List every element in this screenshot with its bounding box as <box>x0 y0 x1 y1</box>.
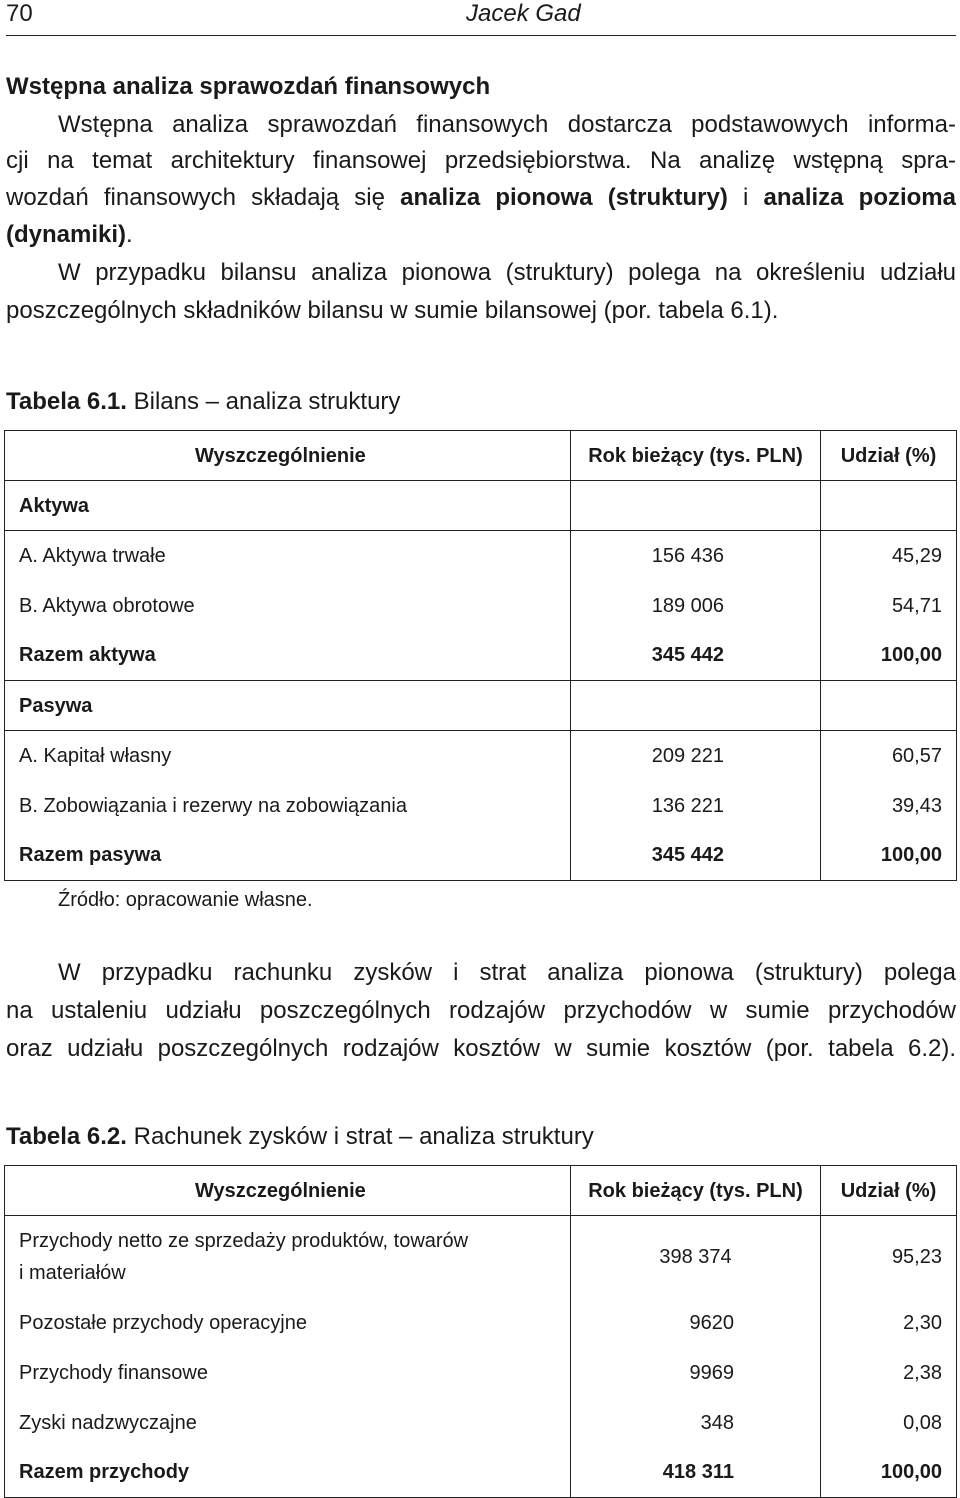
cell-value: 398 374 <box>571 1216 821 1298</box>
cell-share: 0,08 <box>821 1398 957 1448</box>
header-rule <box>6 35 956 36</box>
paragraph-1-line-3 <box>6 181 956 215</box>
column-header-item: Wyszczególnienie <box>5 431 571 481</box>
table-row <box>5 1348 957 1398</box>
row-label-line: Przychody netto ze sprzedaży produktów, towarów <box>19 1229 469 1252</box>
table-header-row <box>5 431 957 481</box>
paragraph-1-line-1: Wstępna analiza sprawozdań finansowych dostarcza podstawowych informa- <box>58 111 956 138</box>
cell-value: 209 221 <box>571 731 821 781</box>
cell-value: 156 436 <box>571 531 821 581</box>
income-statement-structure-table <box>4 1165 957 1498</box>
paragraph-3-line-1: W przypadku rachunku zysków i strat analiza pionowa (struktury) polega <box>58 959 956 986</box>
cell-share: 100,00 <box>821 631 957 681</box>
cell-share: 45,29 <box>821 531 957 581</box>
cell-share: 2,38 <box>821 1348 957 1398</box>
row-label-line: i materiałów <box>19 1261 126 1284</box>
cell-value: 348 <box>571 1398 821 1448</box>
row-label: Razem pasywa <box>5 831 571 881</box>
cell-value: 418 311 <box>571 1448 821 1498</box>
row-label: Pozostałe przychody operacyjne <box>5 1298 571 1348</box>
table-row <box>5 531 957 581</box>
row-label: A. Kapitał własny <box>5 731 571 781</box>
table-row <box>5 781 957 831</box>
paragraph-1-text: wozdań finansowych składają się <box>6 184 401 211</box>
table-row <box>5 631 957 681</box>
table-2-caption-text: Rachunek zysków i strat – analiza struktury <box>126 1123 594 1150</box>
cell-share: 100,00 <box>821 831 957 881</box>
paragraph-1-text: . <box>126 221 133 248</box>
cell-share <box>821 481 957 531</box>
paragraph-2-line-1: W przypadku bilansu analiza pionowa (struktury) polega na określeniu udziału <box>58 259 956 286</box>
paragraph-3-line-3: oraz udziału poszczególnych rodzajów kosztów w sumie kosztów (por. tabela 6.2). <box>6 1035 956 1062</box>
table-row <box>5 681 957 731</box>
row-label: Przychody finansowe <box>5 1348 571 1398</box>
cell-share: 2,30 <box>821 1298 957 1348</box>
cell-value: 9969 <box>571 1348 821 1398</box>
term-horizontal-analysis: analiza pozioma <box>763 184 956 211</box>
balance-structure-table <box>4 430 957 881</box>
table-1-caption-label: Tabela 6.1. <box>6 388 127 415</box>
table-row <box>5 1298 957 1348</box>
cell-value <box>571 481 821 531</box>
table-row <box>5 1216 957 1298</box>
section-title: Wstępna analiza sprawozdań finansowych <box>6 73 491 100</box>
row-label <box>5 1216 571 1298</box>
cell-share: 39,43 <box>821 781 957 831</box>
cell-value <box>571 681 821 731</box>
paragraph-1-text: i <box>727 184 764 211</box>
table-1-source-note: Źródło: opracowanie własne. <box>58 889 313 911</box>
row-label: Razem aktywa <box>5 631 571 681</box>
cell-value: 345 442 <box>571 831 821 881</box>
row-label: Pasywa <box>5 681 571 731</box>
column-header-item: Wyszczególnienie <box>5 1166 571 1216</box>
table-header-row <box>5 1166 957 1216</box>
page-number: 70 <box>6 0 33 27</box>
table-row <box>5 1448 957 1498</box>
cell-value: 189 006 <box>571 581 821 631</box>
cell-share <box>821 681 957 731</box>
paragraph-3-line-2: na ustaleniu udziału poszczególnych rodzajów przychodów w sumie przychodów <box>6 997 956 1024</box>
row-label: Zyski nadzwyczajne <box>5 1398 571 1448</box>
cell-share: 100,00 <box>821 1448 957 1498</box>
cell-value: 9620 <box>571 1298 821 1348</box>
table-2-caption-label: Tabela 6.2. <box>6 1123 127 1150</box>
cell-share: 54,71 <box>821 581 957 631</box>
term-dynamics: (dynamiki) <box>6 221 127 248</box>
paragraph-1-line-4 <box>6 218 133 252</box>
table-1-caption <box>6 385 400 419</box>
row-label: B. Aktywa obrotowe <box>5 581 571 631</box>
paragraph-2-line-2: poszczególnych składników bilansu w sumie bilansowej (por. tabela 6.1). <box>6 297 779 324</box>
column-header-share: Udział (%) <box>821 431 957 481</box>
table-row <box>5 1398 957 1448</box>
running-header-author: Jacek Gad <box>466 0 581 27</box>
table-1-caption-text: Bilans – analiza struktury <box>126 388 401 415</box>
table-2-caption <box>6 1120 594 1154</box>
cell-share: 95,23 <box>821 1216 957 1298</box>
column-header-current-year: Rok bieżący (tys. PLN) <box>571 1166 821 1216</box>
table-row <box>5 831 957 881</box>
column-header-share: Udział (%) <box>821 1166 957 1216</box>
table-row <box>5 481 957 531</box>
table-row <box>5 731 957 781</box>
cell-share: 60,57 <box>821 731 957 781</box>
row-label: A. Aktywa trwałe <box>5 531 571 581</box>
paragraph-1-line-2: cji na temat architektury finansowej przedsiębiorstwa. Na analizę wstępną spra- <box>6 147 956 174</box>
row-label: B. Zobowiązania i rezerwy na zobowiązania <box>5 781 571 831</box>
column-header-current-year: Rok bieżący (tys. PLN) <box>571 431 821 481</box>
table-row <box>5 581 957 631</box>
term-vertical-analysis: analiza pionowa (struktury) <box>400 184 728 211</box>
running-header <box>0 0 960 36</box>
row-label: Aktywa <box>5 481 571 531</box>
cell-value: 136 221 <box>571 781 821 831</box>
row-label: Razem przychody <box>5 1448 571 1498</box>
cell-value: 345 442 <box>571 631 821 681</box>
